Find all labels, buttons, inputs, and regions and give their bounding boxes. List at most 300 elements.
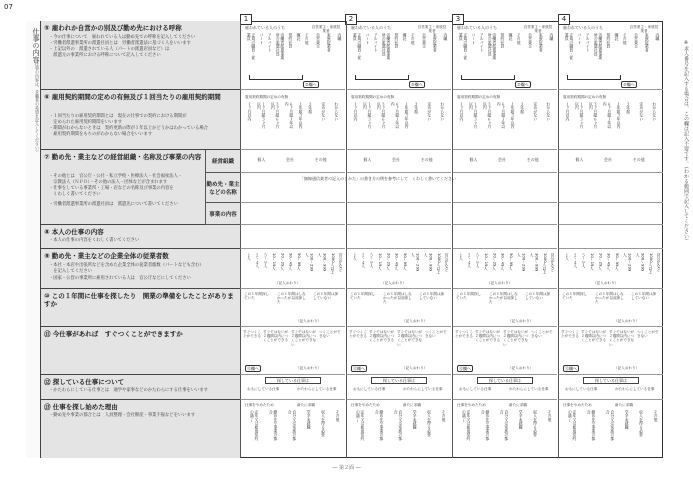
q5-option-homework[interactable]: 内職 [655,33,661,41]
q12-option-side[interactable]: かたわらにしている仕事 [297,387,337,391]
q11-footer: （記入おわり） [296,366,322,370]
q5-options [243,33,313,63]
q11-option-4[interactable]: つくことができない [425,330,447,339]
q9-option-2[interactable]: ２〜４人 [361,253,367,269]
q9-answer-cell [346,249,451,289]
q13-option-6[interactable]: その他 [335,410,341,422]
q13-option-1[interactable]: 定年又は雇用契約の満了 [356,410,366,441]
q9-footer: （記入おわり） [275,281,301,285]
q5-option-self-employed[interactable]: 自営業主 [422,33,428,49]
q9-option-11[interactable]: 官公庁など [657,253,663,272]
q7-org-options [351,157,445,162]
q9-option-2[interactable]: ２〜４人 [573,253,579,269]
q11-option-2[interactable]: すぐではないが２週間以内につくことができる [263,330,289,343]
q6-option-6[interactable]: ３年超 [414,102,420,114]
q6-options-right [633,102,663,132]
q5-option-part[interactable]: パート [577,33,583,45]
q11-option-3[interactable]: すぐではないが２週間以内につくことができない [503,330,529,347]
q5-option-entrusted[interactable]: 嘱託 [509,33,515,41]
q9-option-5[interactable]: 20〜29人 [386,253,392,271]
side-note: （仕事の内容は、求職者の希望を記入してください） [35,58,40,154]
q10-option-1[interactable]: この１年間探していた [562,292,588,301]
q6-option-unknown[interactable]: わからない [546,102,552,121]
q6-options-right [315,102,345,132]
q7-note-5: ・労働者派遣事業所の派遣社員は 派遣先について書いてください [49,202,178,207]
q10-option-1[interactable]: この１年間探していた [350,292,376,301]
q11-option-3[interactable]: すぐではないが２週間以内につくことができない [397,330,423,347]
q13-option-1[interactable]: 定年又は雇用契約の満了 [568,410,578,441]
q7-number: ⑦ [44,153,50,161]
q7-content-cell[interactable] [452,203,557,225]
q6-option-3[interactable]: ３ヶ月超６ヶ月以内 [589,102,599,129]
page-footer: ― 第２面 ― [332,465,361,471]
q7-org-other[interactable]: その他 [526,157,539,162]
q11-answer-cell [452,327,557,375]
q7-org-individual[interactable]: 個人 [469,157,478,162]
q10-answer-cell [346,289,451,327]
q5-option-regular[interactable]: 正規の職員・従業員 [353,33,363,60]
q6-option-unknown[interactable]: わからない [334,102,340,121]
q13-group-right: 新たに求職 [297,403,315,407]
q6-option-5[interactable]: １年超３年以内 [511,102,517,129]
q13-option-2[interactable]: 勤め先や事業の都合 [375,410,385,441]
q7-sub-content: 事業の内容 [205,203,240,225]
q11-footer: （記入おわり） [508,366,534,370]
q5-note-2: ・労働者派遣事業所の派遣社員とは 労働者派遣法に基づく人をいいます [49,41,191,46]
q9-option-6[interactable]: 30〜49人 [606,253,612,271]
q9-option-4[interactable]: 10〜19人 [590,253,596,271]
q9-option-3[interactable]: ５〜９人 [475,253,481,269]
q7-org-cell [346,150,451,173]
q6-option-4[interactable]: ６ヶ月超１年以内 [391,102,401,129]
q13-option-6[interactable]: その他 [653,410,659,422]
q7-example-note: 「無線通信業者の記入のしかた」の書き方の例を参考にして くわしく書いてください [300,176,456,181]
q9-footer: （記入おわり） [593,281,619,285]
q11-answer-cell [558,327,663,375]
q9-option-8[interactable]: 100〜299人 [305,253,315,272]
q9-option-2[interactable]: ２〜４人 [255,253,261,269]
q10-answer-cell [558,289,663,327]
q9-title [44,252,234,260]
q13-row [41,400,240,458]
q6-option-5[interactable]: １年超３年以内 [405,102,411,129]
q11-option-2[interactable]: すぐではないが２週間以内につくことができる [369,330,395,343]
q9-option-7[interactable]: 50〜99人 [402,253,408,271]
q5-option-regular[interactable]: 正規の職員・従業員 [459,33,469,60]
q9-option-8[interactable]: 100〜299人 [517,253,527,272]
q11-option-4[interactable]: つくことができない [637,330,659,339]
q9-option-6[interactable]: 30〜49人 [500,253,506,271]
q9-options [455,253,559,275]
q12-title [44,378,234,386]
q9-option-11[interactable]: 官公庁など [551,253,557,272]
q9-option-3[interactable]: ５〜９人 [369,253,375,269]
q6-title [44,93,234,101]
q10-option-3[interactable]: この１年間は探していない [631,292,657,301]
q12-answer-cell [240,375,345,400]
q6-answer-cell [240,90,345,150]
q13-answer-cell [452,400,557,458]
q7-org-other[interactable]: その他 [420,157,433,162]
q11-option-1[interactable]: すぐつくことができる [349,330,367,339]
q11-option-4[interactable]: つくことができない [531,330,553,339]
q9-option-9[interactable]: 300〜999人 [424,253,434,272]
q11-option-1[interactable]: すぐつくことができる [455,330,473,339]
q6-option-1[interactable]: １ヶ月以内 [565,102,571,121]
q11-option-3[interactable]: すぐではないが２週間以内につくことができない [291,330,317,347]
q9-option-10[interactable]: 1000人以上 [542,253,548,275]
q7-org-company[interactable]: 会社 [603,157,612,162]
q13-option-3[interactable]: 自分又は家族の都合 [606,410,616,441]
q5-option-contract[interactable]: 契約社員 [500,33,506,49]
q5-option-family-worker[interactable]: 家族従業者 [433,33,439,52]
q6-option-3[interactable]: ３ヶ月超６ヶ月以内 [483,102,493,129]
q5-option-dispatched[interactable]: 労働者派遣事業所の派遣社員 [594,33,604,60]
q11-option-2[interactable]: すぐではないが２週間以内につくことができる [475,330,501,343]
q5-option-part[interactable]: パート [259,33,265,45]
q9-option-1[interactable]: １人 [459,253,465,261]
q9-note-2: を記入してください [49,269,92,274]
q9-option-11[interactable]: 官公庁など [445,253,451,272]
q6-option-3[interactable]: ３ヶ月超６ヶ月以内 [377,102,387,129]
q9-answer-cell [558,249,663,289]
q10-footer: （記入おわり） [614,319,640,323]
q9-option-3[interactable]: ５〜９人 [263,253,269,269]
q10-title [44,292,234,308]
q5-option-other[interactable]: その他 [517,33,523,45]
q5-option-self-employed[interactable]: 自営業主 [316,33,322,49]
q5-option-homework[interactable]: 内職 [443,33,449,41]
q5-option-dispatched[interactable]: 労働者派遣事業所の派遣社員 [276,33,286,60]
q8-answer-cell[interactable] [240,225,345,249]
q12-option-side[interactable]: かたわらにしている仕事 [509,387,549,391]
q10-answer-cell [240,289,345,327]
q6-option-2[interactable]: １ヶ月超３ヶ月以内 [363,102,373,129]
q6-note-1: ・１回当たりの雇用契約期間とは 現在の仕事での契約における期間が [49,114,187,119]
q13-answer-cell [346,400,451,458]
q9-option-6[interactable]: 30〜49人 [394,253,400,271]
q11-answer-cell [240,327,345,375]
q12-answer-cell [346,375,451,400]
q9-option-10[interactable]: 1000人以上 [436,253,442,275]
q6-option-1[interactable]: １ヶ月以内 [353,102,359,121]
q7-title-text: 勤め先・業主などの経営組織・名称及び事業の内容 [51,153,202,161]
q9-option-9[interactable]: 300〜999人 [530,253,540,272]
q7-org-cell [558,150,663,173]
q5-option-part[interactable]: パート [365,33,371,45]
q12-answer-cell [452,375,557,400]
q10-option-2[interactable]: この１年間はしなかったが以前探した [277,292,306,305]
q13-option-6[interactable]: その他 [441,410,447,422]
q10-option-3[interactable]: この１年間は探していない [313,292,339,301]
q7-org-other[interactable]: その他 [314,157,327,162]
q6-option-6[interactable]: ３年超 [520,102,526,114]
q11-option-4[interactable]: つくことができない [319,330,341,339]
q7-sub-name: 勤め先・業主などの名称 [205,173,240,203]
q13-group-right: 新たに求職 [403,403,421,407]
q5-option-contract[interactable]: 契約社員 [606,33,612,49]
q9-option-3[interactable]: ５〜９人 [581,253,587,269]
q13-options [243,410,347,444]
q13-option-3[interactable]: 自分又は家族の都合 [500,410,510,441]
q13-option-5[interactable]: 収入を得る必要 [427,410,433,437]
q13-option-5[interactable]: 収入を得る必要 [639,410,645,437]
q5-option-family-worker[interactable]: 家族従業者 [327,33,333,52]
q6-option-1[interactable]: １ヶ月以内 [247,102,253,121]
q13-option-5[interactable]: 収入を得る必要 [533,410,539,437]
q6-header: 雇用契約期間の定めの有無 [351,95,395,99]
q5-option-entrusted[interactable]: 嘱託 [615,33,621,41]
q5-option-arbeit[interactable]: アルバイト [480,33,486,52]
q9-option-11[interactable]: 官公庁など [339,253,345,272]
q9-option-8[interactable]: 100〜299人 [411,253,421,272]
q10-footer: （記入おわり） [402,319,428,323]
q9-option-1[interactable]: １人 [565,253,571,261]
q9-option-9[interactable]: 300〜999人 [636,253,646,272]
q13-option-2[interactable]: 勤め先や事業の都合 [481,410,491,441]
q5-next-tag: ⑦欄へ [305,82,317,87]
q10-option-3[interactable]: この１年間は探していない [525,292,551,301]
q7-note-1: ・その他とは 官公庁・公社・私立学校・医療法人・社会福祉法人・ [49,174,183,179]
q5-option-arbeit[interactable]: アルバイト [374,33,380,52]
q9-option-5[interactable]: 20〜29人 [598,253,604,271]
q5-next-tag: ⑦欄へ [517,82,529,87]
q5-options [349,33,419,63]
q13-options [561,410,665,444]
q7-content-cell[interactable] [346,203,451,225]
q7-org-other[interactable]: その他 [632,157,645,162]
q9-option-7[interactable]: 50〜99人 [614,253,620,271]
q9-option-8[interactable]: 100〜299人 [623,253,633,272]
q6-answer-cell [558,90,663,150]
q9-option-5[interactable]: 20〜29人 [492,253,498,271]
q5-title-text: 雇われか自営かの別及び勤め先における呼称 [51,24,182,32]
q13-option-4[interactable]: 学卒未就職 [519,410,525,429]
q5-option-dispatched[interactable]: 労働者派遣事業所の派遣社員 [382,33,392,60]
q13-option-4[interactable]: 学卒未就職 [625,410,631,429]
q6-option-none[interactable]: 定めがない [533,102,539,121]
q7-org-individual[interactable]: 個人 [257,157,266,162]
q11-next-tag: ⑫欄へ [565,366,577,371]
q5-option-regular[interactable]: 正規の職員・従業員 [565,33,575,60]
q5-option-entrusted[interactable]: 嘱託 [297,33,303,41]
q6-option-6[interactable]: ３年超 [308,102,314,114]
q5-option-entrusted[interactable]: 嘱託 [403,33,409,41]
q12-box-top: 探している仕事は [583,377,639,384]
q5-self-options [523,33,559,63]
q6-option-unknown[interactable]: わからない [652,102,658,121]
q12-number: ⑫ [44,378,51,386]
q12-option-main[interactable]: おもにしている仕事 [353,387,386,391]
q7-content-cell[interactable] [240,203,345,225]
q12-box-top: 探している仕事は [371,377,427,384]
q9-option-6[interactable]: 30〜49人 [288,253,294,271]
q6-option-4[interactable]: ６ヶ月超１年以内 [603,102,613,129]
q11-title-text: 今仕事があれば すぐつくことができますか [52,330,183,338]
q7-content-cell[interactable] [558,203,663,225]
q9-option-4[interactable]: 10〜19人 [484,253,490,271]
q6-option-5[interactable]: １年超３年以内 [299,102,305,129]
q5-title [44,24,234,32]
q5-option-regular[interactable]: 正規の職員・従業員 [247,33,257,60]
q7-note-4: くわしく書いてください [49,192,101,197]
q8-answer-cell[interactable] [452,225,557,249]
q9-option-5[interactable]: 20〜29人 [280,253,286,271]
q5-option-other[interactable]: その他 [623,33,629,45]
q11-option-2[interactable]: すぐではないが２週間以内につくことができる [581,330,607,343]
q13-option-1[interactable]: 定年又は雇用契約の満了 [250,410,260,441]
q13-option-2[interactable]: 勤め先や事業の都合 [269,410,279,441]
q9-option-2[interactable]: ２〜４人 [467,253,473,269]
q10-option-2[interactable]: この１年間はしなかったが以前探した [489,292,518,305]
q10-option-1[interactable]: この１年間探していた [456,292,482,301]
q9-option-10[interactable]: 1000人以上 [330,253,336,275]
q5-option-other[interactable]: その他 [305,33,311,45]
q6-note-2: 定められた雇用契約期間をいいます [49,120,123,125]
q9-option-9[interactable]: 300〜999人 [318,253,328,272]
q6-option-unknown[interactable]: わからない [440,102,446,121]
q6-row [41,90,240,150]
q5-answer-cell [558,21,663,90]
q12-option-main[interactable]: おもにしている仕事 [459,387,492,391]
q6-option-4[interactable]: ６ヶ月超１年以内 [497,102,507,129]
q5-option-other[interactable]: その他 [411,33,417,45]
q7-org-individual[interactable]: 個人 [363,157,372,162]
q7-org-options [245,157,339,162]
q13-note-1: ・勤め先や事業の都合とは 人員整理・会社倒産・事業不振などをいいます [49,413,196,418]
q12-box-top: 探している仕事は [265,377,321,384]
q5-option-self-employed[interactable]: 自営業主 [528,33,534,49]
q7-org-company[interactable]: 会社 [391,157,400,162]
q5-bracket-line [355,75,409,80]
q12-option-main[interactable]: おもにしている仕事 [565,387,598,391]
q6-option-none[interactable]: 定めがない [321,102,327,121]
q6-option-none[interactable]: 定めがない [427,102,433,121]
q7-org-individual[interactable]: 個人 [575,157,584,162]
q13-option-5[interactable]: 収入を得る必要 [321,410,327,437]
q7-org-company[interactable]: 会社 [497,157,506,162]
q9-option-10[interactable]: 1000人以上 [648,253,654,275]
q6-option-4[interactable]: ６ヶ月超１年以内 [285,102,295,129]
q13-option-2[interactable]: 勤め先や事業の都合 [587,410,597,441]
q6-option-none[interactable]: 定めがない [639,102,645,121]
q7-org-options [563,157,657,162]
q10-option-1[interactable]: この１年間探していた [244,292,270,301]
q7-note-3: ・仕事をしている事業所・工場・店などの名称及び事業の内容を [49,186,174,191]
q10-option-2[interactable]: この１年間はしなかったが以前探した [383,292,412,305]
q8-answer-cell[interactable] [346,225,451,249]
q5-option-homework[interactable]: 内職 [337,33,343,41]
q13-option-3[interactable]: 自分又は家族の都合 [394,410,404,441]
q5-bracket-line [249,75,303,80]
q5-self-options [629,33,665,63]
q10-option-3[interactable]: この１年間は探していない [419,292,445,301]
q5-option-part[interactable]: パート [471,33,477,45]
q9-option-1[interactable]: １人 [247,253,253,261]
q13-option-4[interactable]: 学卒未就職 [307,410,313,429]
q11-option-3[interactable]: すぐではないが２週間以内につくことができない [609,330,635,347]
q5-self-options [311,33,347,63]
q9-option-7[interactable]: 50〜99人 [508,253,514,271]
q8-answer-cell[interactable] [558,225,663,249]
q6-option-6[interactable]: ３年超 [626,102,632,114]
q5-employed-label: 雇われている人のうち [457,25,497,30]
q6-option-2[interactable]: １ヶ月超３ヶ月以内 [575,102,585,129]
q8-row [41,225,240,249]
q10-option-2[interactable]: この１年間はしなかったが以前探した [595,292,624,305]
q9-options [561,253,665,275]
q12-option-side[interactable]: かたわらにしている仕事 [403,387,443,391]
q5-option-family-worker[interactable]: 家族従業者 [645,33,651,52]
q5-option-arbeit[interactable]: アルバイト [586,33,592,52]
q11-footer: （記入おわり） [614,366,640,370]
q8-title-text: 本人の仕事の内容 [51,228,104,236]
q7-title [44,153,202,161]
q5-employed-label: 雇われている人のうち [245,25,285,30]
q13-title-text: 仕事を探し始めた理由 [52,403,118,411]
column-number-1: 1 [240,14,252,25]
q9-option-4[interactable]: 10〜19人 [378,253,384,271]
q9-option-4[interactable]: 10〜19人 [272,253,278,271]
q6-title-text: 雇用契約期間の定めの有無及び１回当たりの雇用契約期間 [51,93,221,101]
q6-option-2[interactable]: １ヶ月超３ヶ月以内 [469,102,479,129]
q5-option-self-employed[interactable]: 自営業主 [634,33,640,49]
q10-row [41,289,240,327]
q6-header: 雇用契約期間の定めの有無 [563,95,607,99]
q5-option-contract[interactable]: 契約社員 [394,33,400,49]
q12-row [41,375,240,400]
q7-org-company[interactable]: 会社 [285,157,294,162]
q13-option-1[interactable]: 定年又は雇用契約の満了 [462,410,472,441]
q5-option-homework[interactable]: 内職 [549,33,555,41]
q5-option-arbeit[interactable]: アルバイト [268,33,274,52]
q6-option-2[interactable]: １ヶ月超３ヶ月以内 [257,102,267,129]
q5-answer-cell [240,21,345,90]
q12-option-main[interactable]: おもにしている仕事 [247,387,280,391]
q11-number: ⑪ [44,330,51,338]
q5-next-tag: ⑦欄へ [411,82,423,87]
column-number-2: 2 [345,14,357,25]
q7-org-cell [240,150,345,173]
q5-option-contract[interactable]: 契約社員 [288,33,294,49]
q6-option-1[interactable]: １ヶ月以内 [459,102,465,121]
q13-option-4[interactable]: 学卒未就職 [413,410,419,429]
q11-option-1[interactable]: すぐつくことができる [561,330,579,339]
q9-option-1[interactable]: １人 [353,253,359,261]
q11-option-1[interactable]: すぐつくことができる [243,330,261,339]
q12-option-side[interactable]: かたわらにしている仕事 [615,387,655,391]
q13-option-3[interactable]: 自分又は家族の都合 [288,410,298,441]
q10-footer: （記入おわり） [508,319,534,323]
q12-answer-cell [558,375,663,400]
q12-title-text: 探している仕事について [52,378,125,386]
q6-option-5[interactable]: １年超３年以内 [617,102,623,129]
q7-org-cell [452,150,557,173]
q5-self-label: 自営業主・家族従業者 [311,25,341,34]
q9-option-7[interactable]: 50〜99人 [296,253,302,271]
q6-options-right [421,102,451,132]
q5-number: ⑤ [44,24,50,32]
q5-option-family-worker[interactable]: 家族従業者 [539,33,545,52]
q5-option-dispatched[interactable]: 労働者派遣事業所の派遣社員 [488,33,498,60]
q9-answer-cell [240,249,345,289]
q6-options [561,102,635,132]
side-title: 仕事の内容 [32,28,40,63]
q13-option-6[interactable]: その他 [547,410,553,422]
q10-number: ⑩ [44,292,50,300]
q5-answer-cell [346,21,451,90]
q6-option-3[interactable]: ３ヶ月超６ヶ月以内 [271,102,281,129]
